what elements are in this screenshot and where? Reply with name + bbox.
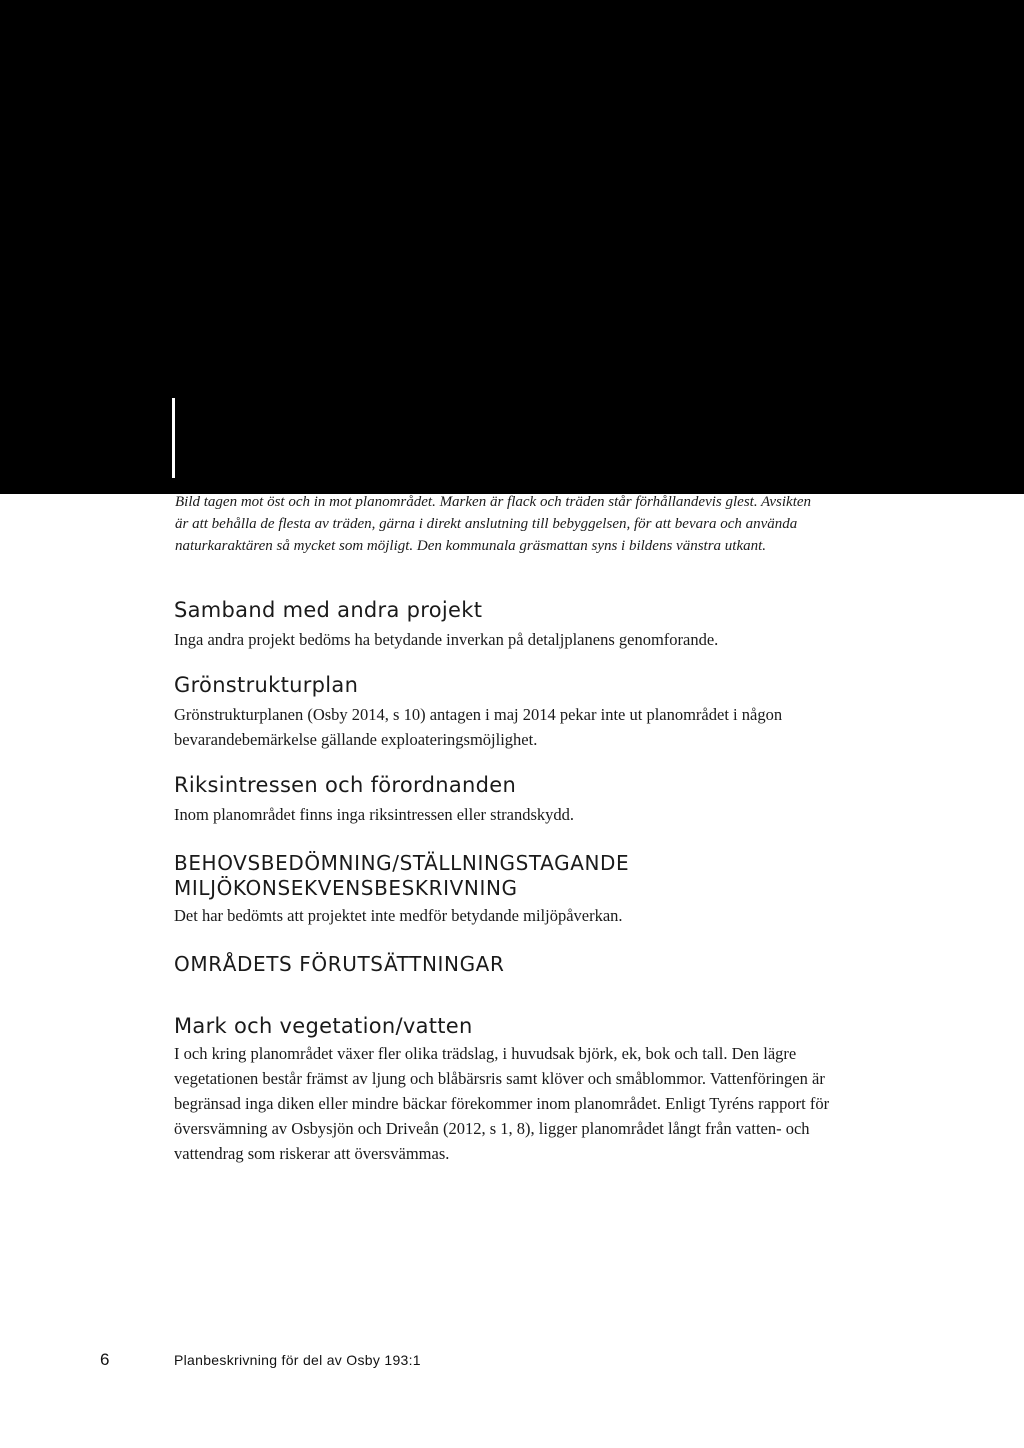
heading-riksintressen: Riksintressen och förordnanden bbox=[174, 773, 517, 797]
section-riksintressen bbox=[174, 771, 834, 827]
heading-samband: Samband med andra projekt bbox=[174, 598, 483, 622]
heading-behovsbedomning: BEHOVSBEDÖMNING/STÄLLNINGSTAGANDE bbox=[174, 851, 630, 875]
text-mark-vegetation: I och kring planområdet växer fler olika trädslag, i huvudsak björk, ek, bok och tall. Den lägre vegetationen består främst av ljung och blåbärsris samt klöver och småblommor. Vattenföringen är begränsad inga diken eller mindre bäckar förekommer inom planområdet. Enligt Tyréns rapport för översvämning av Osbysjön och Driveån (2012, s 1, 8), ligger planområdet långt från vatten- och vattendrag som riskerar att översvämmas. bbox=[174, 1044, 830, 1163]
text-samband: Inga andra projekt bedöms ha betydande inverkan på detaljplanens genomforande. bbox=[174, 630, 719, 649]
footer-document-title: Planbeskrivning för del av Osby 193:1 bbox=[174, 1352, 421, 1368]
main-content bbox=[174, 596, 834, 1166]
photo-caption: Bild tagen mot öst och in mot planområdet. Marken är flack och träden står förhållandevis glest. Avsikten är att behålla de flesta av träden, gärna i direkt anslutning till bebyggelsen, för att bevara och använda naturkaraktären så mycket som möjligt. Den kommunala gräsmattan syns i bildens vänstra utkant. bbox=[175, 494, 812, 554]
heading-gronstrukturplan: Grönstrukturplan bbox=[174, 673, 359, 697]
section-behovsbedomning bbox=[174, 851, 834, 928]
section-omradets-forutsattningar bbox=[174, 952, 834, 977]
text-gronstrukturplan: Grönstrukturplanen (Osby 2014, s 10) antagen i maj 2014 pekar inte ut planområdet i någon bevarandebemärkelse gällande exploateringsmöjlighet. bbox=[174, 705, 783, 749]
section-samband bbox=[174, 596, 834, 652]
heading-omradets-forutsattningar: OMRÅDETS FÖRUTSÄTTNINGAR bbox=[174, 952, 505, 976]
section-gronstrukturplan bbox=[174, 671, 834, 752]
text-riksintressen: Inom planområdet finns inga riksintressen eller strandskydd. bbox=[174, 805, 575, 824]
page-number: 6 bbox=[100, 1350, 110, 1369]
heading-mark-vegetation: Mark och vegetation/vatten bbox=[174, 1014, 473, 1038]
section-mark-vegetation bbox=[174, 1012, 834, 1166]
text-behovsbedomning: Det har bedömts att projektet inte medför betydande miljöpåverkan. bbox=[174, 906, 623, 925]
site-photo bbox=[0, 0, 1024, 494]
heading-miljokonsekvensbeskrivning: MILJÖKONSEKVENSBESKRIVNING bbox=[174, 876, 518, 900]
photo-frame-edge bbox=[172, 398, 175, 478]
